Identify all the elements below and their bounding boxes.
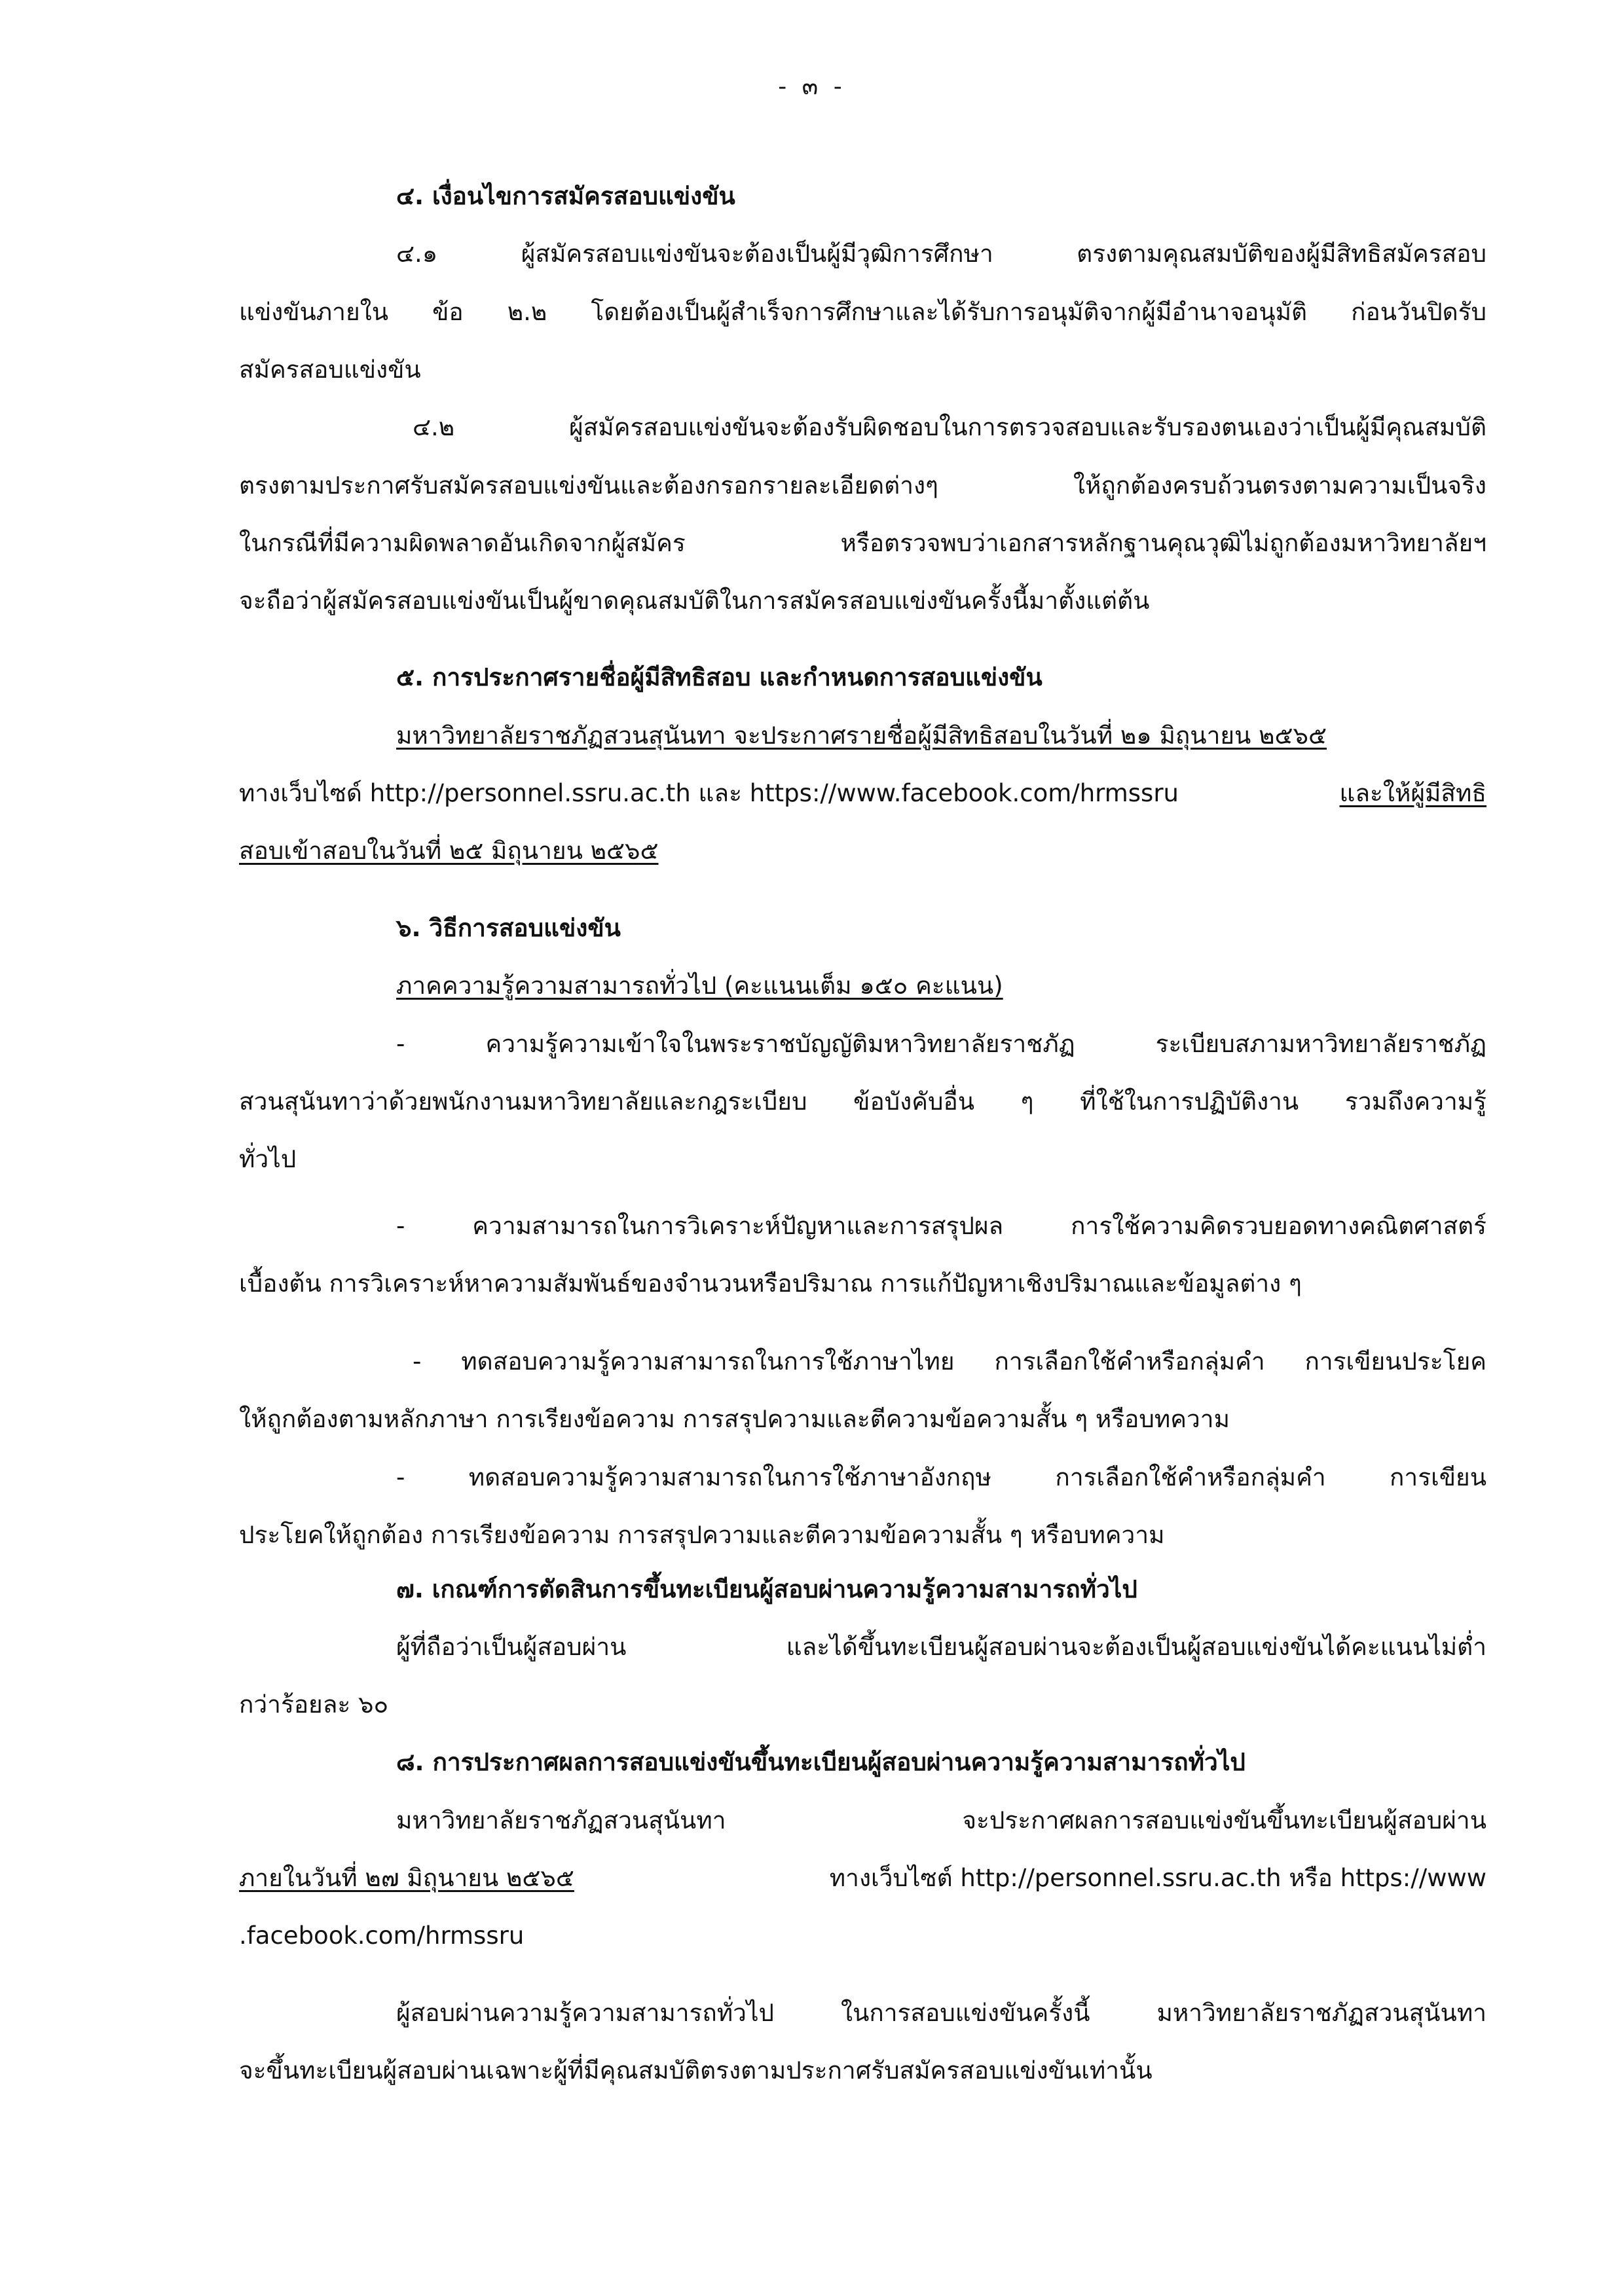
section-4-heading: ๔. เงื่อนไขการสมัครสอบแข่งขัน <box>396 182 735 210</box>
section-5-exam-date: สอบเข้าสอบในวันที่ ๒๕ มิถุนายน ๒๕๖๕ <box>239 837 659 865</box>
section-6-bullet-1-line-3: ทั่วไป <box>239 1145 297 1173</box>
section-6-bullet-2-line-2: เบื้องต้น การวิเคราะห์หาความสัมพันธ์ของจำนวนหรือปริมาณ การแก้ปัญหาเชิงปริมาณและข้อมูลต่าง ๆ <box>239 1269 1302 1298</box>
section-4-1-line-1: ๔.๑ ผู้สมัครสอบแข่งขันจะต้องเป็นผู้มีวุฒิการศึกษา ตรงตามคุณสมบัติของผู้มีสิทธิสมัครสอบ <box>396 240 1486 268</box>
section-6-bullet-3-line-1: - ทดสอบความรู้ความสามารถในการใช้ภาษาไทย การเลือกใช้คำหรือกลุ่มคำ การเขียนประโยค <box>413 1347 1486 1376</box>
section-5-line-2 <box>239 775 1486 812</box>
section-8-websites: ทางเว็บไซต์ http://personnel.ssru.ac.th หรือ https://www <box>829 1864 1486 1892</box>
section-5-heading: ๕. การประกาศรายชื่อผู้มีสิทธิสอบ และกำหนดการสอบแข่งขัน <box>396 663 1043 691</box>
closing-line-2: จะขึ้นทะเบียนผู้สอบผ่านเฉพาะผู้ที่มีคุณสมบัติตรงตามประกาศรับสมัครสอบแข่งขันเท่านั้น <box>239 2056 1153 2085</box>
section-6-bullet-4-line-2: ประโยคให้ถูกต้อง การเรียงข้อความ การสรุปความและตีความข้อความสั้น ๆ หรือบทความ <box>239 1521 1165 1549</box>
page-number: - ๓ - <box>778 73 846 100</box>
section-8-line-3: .facebook.com/hrmssru <box>239 1922 525 1950</box>
section-8-line-1: มหาวิทยาลัยราชภัฏสวนสุนันทา จะประกาศผลการสอบแข่งขันขึ้นทะเบียนผู้สอบผ่าน <box>396 1806 1486 1834</box>
section-4-2-line-3: ในกรณีที่มีความผิดพลาดอันเกิดจากผู้สมัคร หรือตรวจพบว่าเอกสารหลักฐานคุณวุฒิไม่ถูกต้องมหาวิทยาลัยฯ <box>239 529 1486 557</box>
section-6-bullet-1-line-1: - ความรู้ความเข้าใจในพระราชบัญญัติมหาวิทยาลัยราชภัฏ ระเบียบสภามหาวิทยาลัยราชภัฏ <box>396 1030 1486 1058</box>
section-6-subheading: ภาคความรู้ความสามารถทั่วไป (คะแนนเต็ม ๑๕๐ คะแนน) <box>396 972 1003 1000</box>
section-4-1-line-2: แข่งขันภายใน ข้อ ๒.๒ โดยต้องเป็นผู้สำเร็จการศึกษาและได้รับการอนุมัติจากผู้มีอำนาจอนุมัติ ก่อนวันปิดรับ <box>239 298 1486 326</box>
closing-line-1: ผู้สอบผ่านความรู้ความสามารถทั่วไป ในการสอบแข่งขันครั้งนี้ มหาวิทยาลัยราชภัฏสวนสุนันทา <box>396 1999 1486 2027</box>
section-8-heading: ๘. การประกาศผลการสอบแข่งขันขึ้นทะเบียนผู้สอบผ่านความรู้ความสามารถทั่วไป <box>396 1748 1246 1776</box>
section-6-bullet-2-line-1: - ความสามารถในการวิเคราะห์ปัญหาและการสรุปผล การใช้ความคิดรวบยอดทางคณิตศาสตร์ <box>396 1212 1486 1240</box>
section-5-exam-note: และให้ผู้มีสิทธิ <box>1339 779 1486 807</box>
section-7-line-2: กว่าร้อยละ ๖๐ <box>239 1690 389 1719</box>
section-6-bullet-4-line-1: - ทดสอบความรู้ความสามารถในการใช้ภาษาอังกฤษ การเลือกใช้คำหรือกลุ่มคำ การเขียน <box>396 1463 1486 1491</box>
section-8-result-date: ภายในวันที่ ๒๗ มิถุนายน ๒๕๖๕ <box>239 1864 574 1892</box>
section-8-line-2 <box>239 1860 1486 1897</box>
section-6-bullet-1-line-2: สวนสุนันทาว่าด้วยพนักงานมหาวิทยาลัยและกฎระเบียบ ข้อบังคับอื่น ๆ ที่ใช้ในการปฏิบัติงาน รวมถึงความรู้ <box>239 1087 1486 1116</box>
section-4-2-line-1: ๔.๒ ผู้สมัครสอบแข่งขันจะต้องรับผิดชอบในการตรวจสอบและรับรองตนเองว่าเป็นผู้มีคุณสมบัติ <box>413 413 1486 441</box>
section-4-1-line-3: สมัครสอบแข่งขัน <box>239 355 421 384</box>
section-7-heading: ๗. เกณฑ์การตัดสินการขึ้นทะเบียนผู้สอบผ่านความรู้ความสามารถทั่วไป <box>396 1575 1137 1603</box>
section-7-line-1: ผู้ที่ถือว่าเป็นผู้สอบผ่าน และได้ขึ้นทะเบียนผู้สอบผ่านจะต้องเป็นผู้สอบแข่งขันได้คะแนนไม่ต่ำ <box>396 1633 1486 1661</box>
section-4-2-line-4: จะถือว่าผู้สมัครสอบแข่งขันเป็นผู้ขาดคุณสมบัติในการสมัครสอบแข่งขันครั้งนี้มาตั้งแต่ต้น <box>239 587 1150 615</box>
section-4-2-line-2: ตรงตามประกาศรับสมัครสอบแข่งขันและต้องกรอกรายละเอียดต่างๆ ให้ถูกต้องครบถ้วนตรงตามความเป็นจริง <box>239 471 1486 500</box>
section-5-announcement: มหาวิทยาลัยราชภัฏสวนสุนันทา จะประกาศรายชื่อผู้มีสิทธิสอบในวันที่ ๒๑ มิถุนายน ๒๕๖๕ <box>396 721 1327 750</box>
section-5-websites: ทางเว็บไซด์ http://personnel.ssru.ac.th และ https://www.facebook.com/hrmssru <box>239 779 1179 807</box>
section-6-bullet-3-line-2: ให้ถูกต้องตามหลักภาษา การเรียงข้อความ การสรุปความและตีความข้อความสั้น ๆ หรือบทความ <box>239 1405 1230 1433</box>
section-6-heading: ๖. วิธีการสอบแข่งขัน <box>396 914 621 942</box>
